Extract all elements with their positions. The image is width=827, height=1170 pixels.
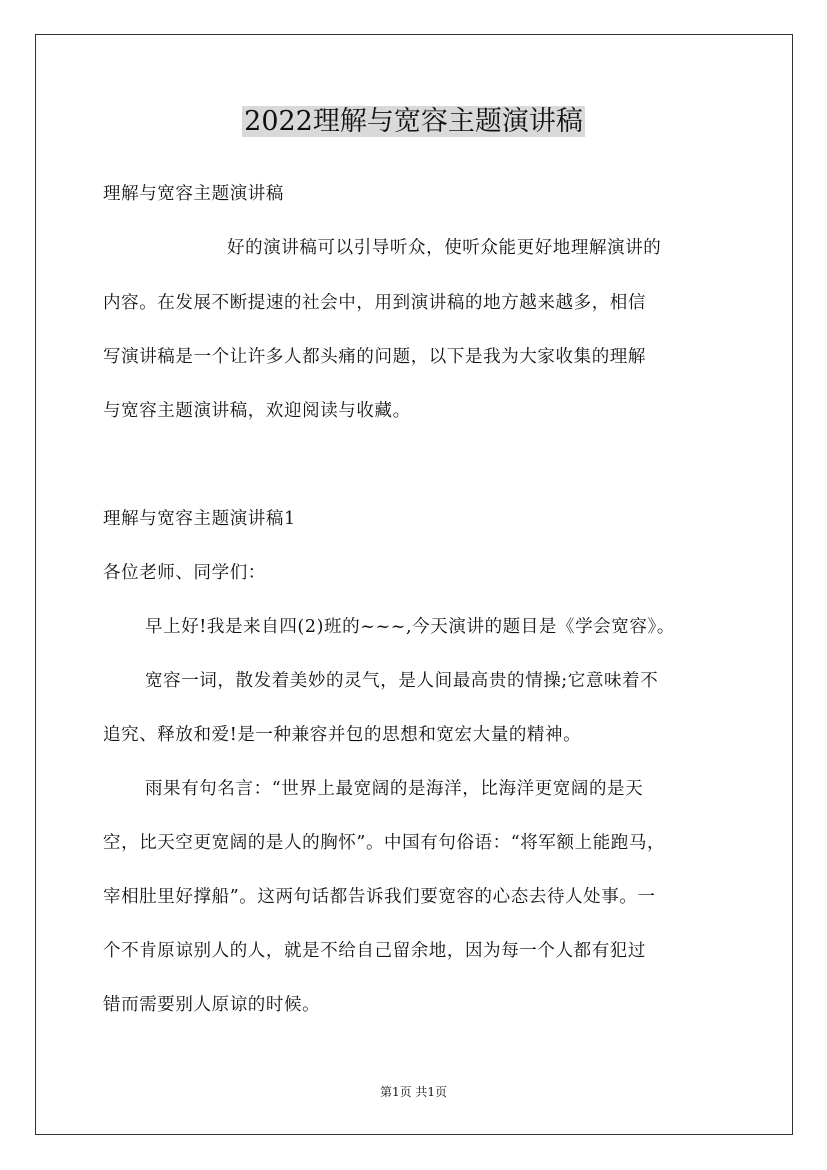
body-line-6: 宰相肚里好撑船”。这两句话都告诉我们要宽容的心态去待人处事。一 bbox=[103, 887, 656, 907]
body-line-2: 宽容一词，散发着美妙的灵气，是人间最高贵的情操;它意味着不 bbox=[145, 671, 659, 691]
intro-line-2: 内容。在发展不断提速的社会中，用到演讲稿的地方越来越多，相信 bbox=[103, 293, 646, 313]
salutation: 各位老师、同学们： bbox=[103, 563, 266, 583]
section-heading: 理解与宽容主题演讲稿1 bbox=[103, 509, 296, 529]
document-title-text: 2022理解与宽容主题演讲稿 bbox=[244, 106, 583, 137]
intro-line-1: 好的演讲稿可以引导听众，使听众能更好地理解演讲的 bbox=[227, 238, 662, 258]
document-title bbox=[0, 102, 827, 142]
body-line-3: 追究、释放和爱!是一种兼容并包的思想和宽宏大量的精神。 bbox=[103, 725, 582, 745]
body-line-8: 错而需要别人原谅的时候。 bbox=[103, 995, 321, 1015]
document-subtitle: 理解与宽容主题演讲稿 bbox=[103, 184, 284, 204]
body-line-5: 空，比天空更宽阔的是人的胸怀”。中国有句俗语：“将军额上能跑马， bbox=[103, 833, 666, 853]
intro-line-4: 与宽容主题演讲稿，欢迎阅读与收藏。 bbox=[103, 401, 411, 421]
body-line-7: 个不肯原谅别人的人，就是不给自己留余地，因为每一个人都有犯过 bbox=[103, 941, 646, 961]
intro-line-3: 写演讲稿是一个让许多人都头痛的问题，以下是我为大家收集的理解 bbox=[103, 347, 646, 367]
body-line-1: 早上好!我是来自四(2)班的~~~,今天演讲的题目是《学会宽容》。 bbox=[145, 617, 675, 637]
page-footer: 第1页 共1页 bbox=[379, 1085, 448, 1099]
body-line-4: 雨果有句名言：“世界上最宽阔的是海洋，比海洋更宽阔的是天 bbox=[145, 779, 644, 799]
